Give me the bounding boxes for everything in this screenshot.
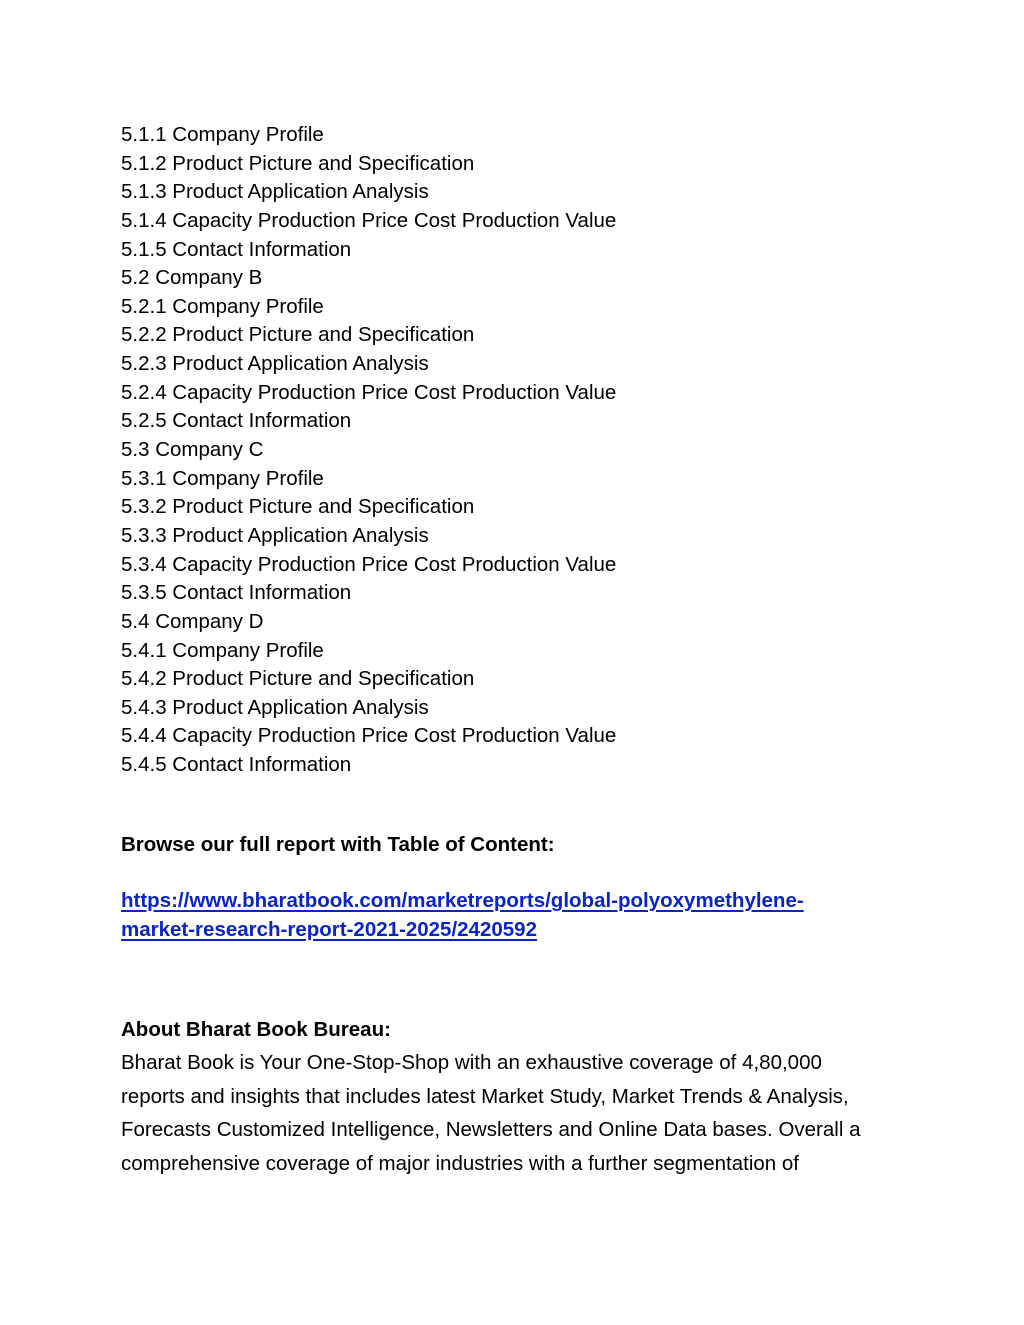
- report-link[interactable]: [121, 886, 881, 944]
- browse-heading: Browse our full report with Table of Content:: [121, 833, 555, 856]
- toc-item: 5.4.1 Company Profile: [121, 638, 324, 662]
- toc-item: 5.1.2 Product Picture and Specification: [121, 151, 475, 175]
- about-heading: About Bharat Book Bureau:: [121, 1018, 391, 1041]
- toc-item: 5.4.3 Product Application Analysis: [121, 695, 429, 719]
- toc-item: 5.4 Company D: [121, 609, 264, 633]
- toc-item: 5.3.1 Company Profile: [121, 466, 324, 490]
- table-of-contents: [121, 121, 901, 780]
- toc-item: 5.4.4 Capacity Production Price Cost Production Value: [121, 724, 617, 748]
- report-link-block: [121, 886, 881, 944]
- report-link-line-2: market-research-report-2021-2025/2420592: [121, 918, 537, 941]
- toc-item: 5.2.3 Product Application Analysis: [121, 352, 429, 376]
- about-line: Bharat Book is Your One-Stop-Shop with an exhaustive coverage of 4,80,000: [121, 1051, 822, 1074]
- toc-item: 5.3 Company C: [121, 438, 264, 462]
- toc-item: 5.1.4 Capacity Production Price Cost Production Value: [121, 208, 617, 232]
- toc-item: 5.2.1 Company Profile: [121, 294, 324, 318]
- toc-item: 5.2.4 Capacity Production Price Cost Production Value: [121, 380, 617, 404]
- about-line: comprehensive coverage of major industries with a further segmentation of: [121, 1151, 799, 1175]
- toc-item: 5.3.5 Contact Information: [121, 581, 352, 605]
- about-line: Forecasts Customized Intelligence, Newsletters and Online Data bases. Overall a: [121, 1118, 861, 1141]
- report-link-line-1: https://www.bharatbook.com/marketreports/global-polyoxymethylene-: [121, 889, 804, 912]
- about-line: reports and insights that includes latest Market Study, Market Trends & Analysis,: [121, 1084, 849, 1108]
- toc-item: 5.2.5 Contact Information: [121, 409, 352, 433]
- toc-item: 5.1.1 Company Profile: [121, 123, 324, 146]
- about-paragraph: [121, 1046, 911, 1180]
- toc-item: 5.3.3 Product Application Analysis: [121, 523, 429, 547]
- toc-item: 5.1.5 Contact Information: [121, 237, 352, 261]
- toc-item: 5.2.2 Product Picture and Specification: [121, 323, 475, 347]
- toc-item: 5.2 Company B: [121, 266, 263, 290]
- toc-item: 5.1.3 Product Application Analysis: [121, 180, 429, 204]
- toc-item: 5.4.2 Product Picture and Specification: [121, 667, 475, 691]
- toc-item: 5.3.4 Capacity Production Price Cost Production Value: [121, 552, 617, 576]
- toc-item: 5.4.5 Contact Information: [121, 753, 352, 777]
- toc-item: 5.3.2 Product Picture and Specification: [121, 495, 475, 519]
